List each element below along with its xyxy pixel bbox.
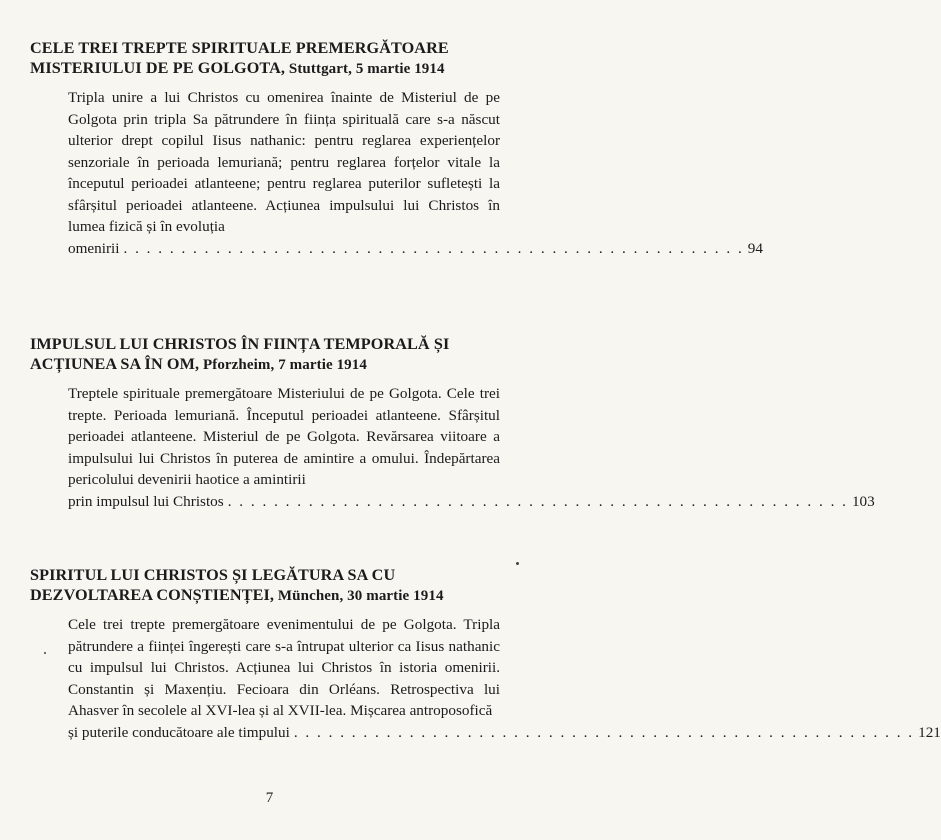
entry-last-line (68, 238, 763, 260)
entry-heading: SPIRITUL LUI CHRISTOS ȘI LEGĂTURA SA CU DEZVOLTAREA CONȘTIENȚEI, (30, 566, 396, 604)
print-speck (516, 562, 519, 565)
entry-summary: Tripla unire a lui Christos cu omenirea înainte de Misteriul de pe Golgota prin tripla Sa pătrundere în ființa spirituală care s-a născut ulterior drept copilul Iisus nathanic: pentru reglarea experiențelor senzoriale în perioada lemuriană; pentru reglarea forțelor vitale la începutul perioadei atlanteene; pentru reglarea puterilor sufletești la sfârșitul perioadei atlanteene. Acțiunea impulsului lui Christos în lumea fizică și în evoluția (68, 89, 500, 235)
entry-place-date: Pforzheim, 7 martie 1914 (199, 357, 367, 373)
toc-entry-1 (30, 38, 763, 259)
entry-title (30, 565, 500, 606)
toc-entry-3 (30, 565, 941, 743)
entry-last-text: și puterile conducătoare ale timpului (68, 723, 290, 741)
entry-last-text: omenirii (68, 239, 120, 257)
toc-entry-2 (30, 334, 875, 512)
entry-last-text: prin impulsul lui Christos (68, 492, 224, 510)
entry-last-line (68, 491, 875, 513)
entry-last-line (68, 722, 941, 744)
entry-description (68, 614, 941, 743)
entry-heading: CELE TREI TREPTE SPIRITUALE PREMERGĂTOARE MISTERIULUI DE PE GOLGOTA, (30, 39, 449, 77)
entry-summary: Treptele spirituale premergătoare Misteriului de pe Golgota. Cele trei trepte. Perioada lemuriană. Începutul perioadei atlanteene. Sfârșitul perioadei atlanteene. Misteriul de pe Golgota. Revărsarea viitoare a impulsului lui Christos în puterea de amintire a omului. Îndepărtarea pericolului devenirii haotice a amintirii (68, 385, 500, 488)
page-number: 7 (265, 790, 274, 806)
entry-place-date: München, 30 martie 1914 (274, 588, 444, 604)
entry-place-date: Stuttgart, 5 martie 1914 (285, 61, 445, 77)
dot-leader: . . . . . . . . . . . . . . . . . . . . . . . . . . . . . . . . . . . . . . . . . . . . . . . . . . . . . . (227, 492, 848, 510)
entry-description (68, 87, 763, 259)
entry-title (30, 38, 500, 79)
print-speck (44, 652, 46, 654)
dot-leader: . . . . . . . . . . . . . . . . . . . . . . . . . . . . . . . . . . . . . . . . . . . . . . . . . . . . . . (293, 723, 915, 741)
entry-summary: Cele trei trepte premergătoare evenimentului de pe Golgota. Tripla pătrundere a ființei îngerești care s-a întrupat ulterior ca Iisus nathanic cu impulsul lui Christos. Acțiunea lui Christos în istoria omenirii. Constantin și Maxențiu. Fecioara din Orléans. Retrospectiva lui Ahasver în secolele al XVI-lea și al XVII-lea. Mișcarea antroposofică (68, 616, 500, 719)
dot-leader: . . . . . . . . . . . . . . . . . . . . . . . . . . . . . . . . . . . . . . . . . . . . . . . . . . . . . . (123, 239, 744, 257)
entry-heading: IMPULSUL LUI CHRISTOS ÎN FIINȚA TEMPORALĂ ȘI ACȚIUNEA SA ÎN OM, (30, 335, 450, 373)
entry-page-number[interactable]: 121 (918, 723, 941, 741)
entry-description (68, 383, 875, 512)
entry-title (30, 334, 500, 375)
entry-page-number[interactable]: 94 (747, 239, 763, 257)
entry-page-number[interactable]: 103 (851, 492, 875, 510)
